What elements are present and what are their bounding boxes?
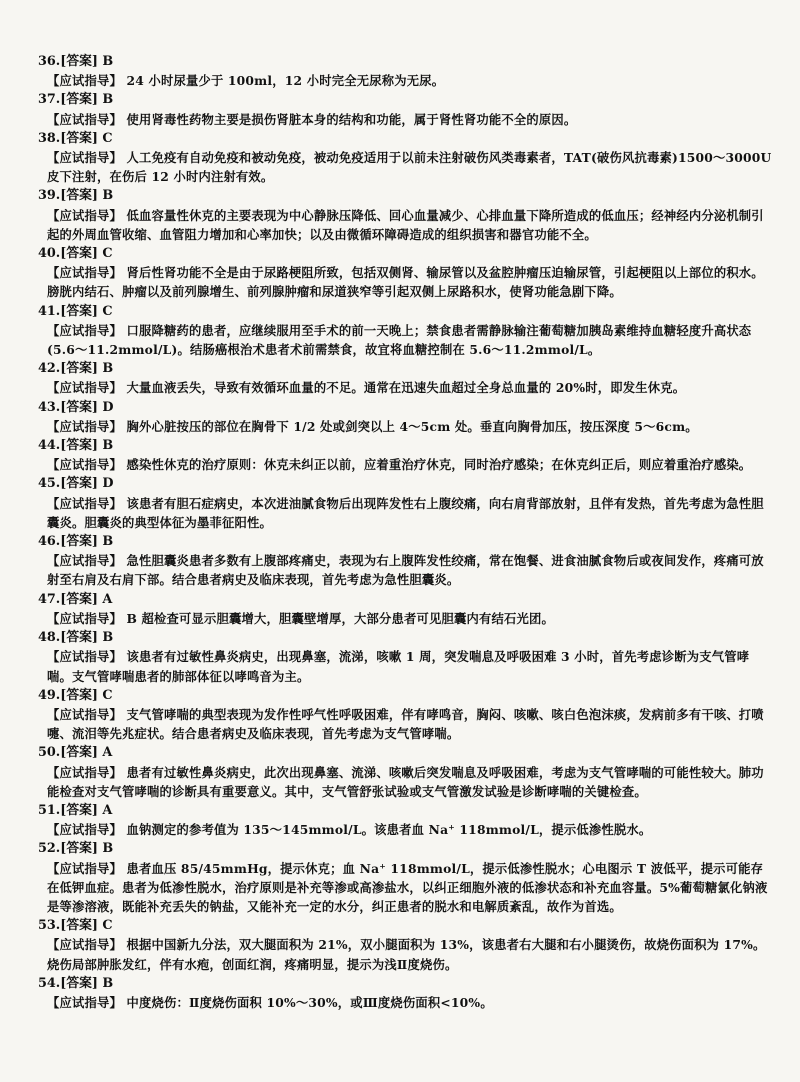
exam-guide-text: 【应试指导】 B 超检查可显示胆囊增大，胆囊壁增厚，大部分患者可见胆囊内有结石光团。 — [47, 610, 554, 626]
answer-choice: [答案] D — [60, 476, 114, 492]
answer-line — [38, 532, 774, 551]
answer-line — [38, 302, 774, 321]
exam-guide-text: 【应试指导】 大量血液丢失，导致有效循环血量的不足。通常在迅速失血超过全身总血量的 20%时，即发生休克。 — [47, 380, 686, 396]
answer-item — [38, 244, 774, 302]
exam-guide-text: 【应试指导】 患者血压 85/45mmHg，提示休克；血 Na⁺ 118mmol/L，提示低渗性脱水；心电图示 T 波低平，提示可能存在低钾血症。患者为低渗性脱水，治疗原则是补充等渗或高渗盐水，以纠正细胞外液的低渗状态和补充血容量。5%葡萄糖氯化钠液是等渗溶液，既能补充丢失的钠盐，又能补充一定的水分，纠正患者的脱水和电解质紊乱，故作为首选。 — [47, 860, 768, 914]
exam-guide-text: 【应试指导】 口服降糖药的患者，应继续服用至手术的前一天晚上；禁食患者需静脉输注葡萄糖加胰岛素维持血糖轻度升高状态(5.6～11.2mmol/L)。结肠癌根治术患者术前需禁食，故宜将血糖控制在 5.6～11.2mmol/L。 — [47, 322, 752, 358]
answer-choice: [答案] B — [60, 841, 114, 857]
answer-line — [38, 743, 774, 762]
exam-guide-text: 【应试指导】 肾后性肾功能不全是由于尿路梗阻所致，包括双侧肾、输尿管以及盆腔肿瘤压迫输尿管，引起梗阻以上部位的积水。膀胱内结石、肿瘤以及前列腺增生、前列腺肿瘤和尿道狭窄等引起双侧上尿路积水，使肾功能急剧下降。 — [47, 265, 764, 300]
exam-guide-text: 【应试指导】 24 小时尿量少于 100ml，12 小时完全无尿称为无尿。 — [47, 73, 445, 89]
exam-guide-text: 【应试指导】 低血容量性休克的主要表现为中心静脉压降低、回心血量减少、心排血量下降所造成的低血压；经神经内分泌机制引起的外周血管收缩、血管阻力增加和心率加快；以及由微循环障碍造成的组织损害和器官功能不全。 — [47, 207, 764, 242]
answer-item — [38, 436, 774, 474]
answer-line — [38, 801, 774, 820]
question-number: 47. — [38, 591, 61, 607]
exam-guide-text: 【应试指导】 该患者有过敏性鼻炎病史，出现鼻塞，流涕，咳嗽 1 周，突发喘息及呼吸困难 3 小时，首先考虑诊断为支气管哮喘。支气管哮喘患者的肺部体征以哮鸣音为主。 — [47, 649, 750, 684]
answer-choice: [答案] C — [60, 130, 113, 146]
answer-item — [38, 398, 774, 436]
answer-list — [38, 52, 774, 1012]
question-number: 54. — [38, 975, 61, 991]
exam-guide-text: 【应试指导】 胸外心脏按压的部位在胸骨下 1/2 处或剑突以上 4～5cm 处。垂直向胸骨加压，按压深度 5～6cm。 — [47, 418, 698, 434]
answer-choice: [答案] B — [60, 975, 114, 991]
exam-guide-text: 【应试指导】 血钠测定的参考值为 135～145mmol/L。该患者血 Na⁺ 118mmol/L，提示低渗性脱水。 — [47, 822, 652, 838]
exam-guide-text: 【应试指导】 使用肾毒性药物主要是损伤肾脏本身的结构和功能，属于肾性肾功能不全的原因。 — [47, 111, 577, 127]
answer-choice: [答案] C — [60, 303, 113, 319]
answer-choice: [答案] B — [60, 361, 114, 377]
answer-item — [38, 839, 774, 916]
question-number: 38. — [38, 130, 61, 146]
question-number: 52. — [38, 841, 61, 857]
answer-item — [38, 532, 774, 590]
exam-guide-text: 【应试指导】 该患者有胆石症病史，本次进油腻食物后出现阵发性右上腹绞痛，向右肩背部放射，且伴有发热，首先考虑为急性胆囊炎。胆囊炎的典型体征为墨菲征阳性。 — [47, 495, 764, 530]
answer-item — [38, 590, 774, 628]
answer-line — [38, 244, 774, 263]
answer-line — [38, 686, 774, 705]
answer-line — [38, 90, 774, 109]
question-number: 36. — [38, 54, 61, 69]
answer-line — [38, 398, 774, 417]
question-number: 44. — [38, 438, 61, 454]
answer-choice: [答案] B — [60, 54, 114, 69]
answer-choice: [答案] B — [60, 92, 114, 108]
exam-guide-text: 【应试指导】 急性胆囊炎患者多数有上腹部疼痛史，表现为右上腹阵发性绞痛，常在饱餐、进食油腻食物后或夜间发作，疼痛可放射至右肩及右肩下部。结合患者病史及临床表现，首先考虑为急性胆囊炎。 — [47, 553, 764, 588]
answer-line — [38, 186, 774, 205]
answer-line — [38, 590, 774, 609]
answer-item — [38, 916, 774, 974]
exam-guide-text: 【应试指导】 中度烧伤：Ⅱ度烧伤面积 10%～30%，或Ⅲ度烧伤面积<10%。 — [47, 994, 493, 1010]
answer-choice: [答案] A — [60, 745, 113, 761]
answer-item — [38, 52, 774, 90]
answer-item — [38, 90, 774, 128]
answer-item — [38, 628, 774, 686]
exam-guide-text: 【应试指导】 根据中国新九分法，双大腿面积为 21%，双小腿面积为 13%，该患者右大腿和右小腿烫伤，故烧伤面积为 17%。烧伤局部肿胀发红，伴有水疱，创面红润，疼痛明显，提示为浅Ⅱ度烧伤。 — [47, 937, 766, 972]
answer-item — [38, 801, 774, 839]
question-number: 50. — [38, 745, 61, 761]
answer-line — [38, 436, 774, 455]
question-number: 46. — [38, 534, 61, 550]
answer-choice: [答案] B — [60, 630, 114, 646]
question-number: 51. — [38, 802, 61, 818]
question-number: 37. — [38, 92, 61, 108]
question-number: 45. — [38, 476, 61, 492]
answer-line — [38, 359, 774, 378]
answer-choice: [答案] D — [60, 399, 114, 415]
answer-choice: [答案] A — [60, 591, 113, 607]
answer-choice: [答案] C — [60, 246, 113, 262]
question-number: 42. — [38, 361, 61, 377]
answer-item — [38, 743, 774, 801]
answer-line — [38, 974, 774, 993]
answer-line — [38, 129, 774, 148]
answer-item — [38, 474, 774, 532]
exam-guide-text: 【应试指导】 支气管哮喘的典型表现为发作性呼气性呼吸困难，伴有哮鸣音，胸闷、咳嗽、咳白色泡沫痰，发病前多有干咳、打喷嚏、流泪等先兆症状。结合患者病史及临床表现，首先考虑为支气管哮喘。 — [47, 706, 764, 742]
question-number: 40. — [38, 246, 61, 262]
answer-choice: [答案] B — [60, 534, 114, 550]
answer-item — [38, 129, 774, 187]
question-number: 41. — [38, 303, 61, 319]
answer-item — [38, 359, 774, 397]
answer-line — [38, 474, 774, 493]
answer-line — [38, 839, 774, 858]
answer-line — [38, 52, 774, 71]
answer-choice: [答案] C — [60, 687, 113, 703]
exam-guide-text: 【应试指导】 感染性休克的治疗原则：休克未纠正以前，应着重治疗休克，同时治疗感染；在休克纠正后，则应着重治疗感染。 — [47, 457, 752, 473]
answer-choice: [答案] B — [60, 188, 114, 204]
question-number: 49. — [38, 687, 61, 703]
answer-choice: [答案] B — [60, 438, 114, 454]
question-number: 53. — [38, 918, 61, 934]
answer-choice: [答案] A — [60, 802, 113, 818]
answer-item — [38, 302, 774, 360]
question-number: 39. — [38, 188, 61, 204]
answer-item — [38, 186, 774, 244]
question-number: 43. — [38, 399, 61, 415]
answer-choice: [答案] C — [60, 918, 113, 934]
answer-item — [38, 686, 774, 744]
question-number: 48. — [38, 630, 61, 646]
exam-guide-text: 【应试指导】 人工免疫有自动免疫和被动免疫，被动免疫适用于以前未注射破伤风类毒素者，TAT(破伤风抗毒素)1500～3000U 皮下注射，在伤后 12 小时内注射有效。 — [47, 150, 772, 185]
exam-guide-text: 【应试指导】 患者有过敏性鼻炎病史，此次出现鼻塞、流涕、咳嗽后突发喘息及呼吸困难，考虑为支气管哮喘的可能性较大。肺功能检查对支气管哮喘的诊断具有重要意义。其中，支气管舒张试验或支气管激发试验是诊断哮喘的关键检查。 — [47, 764, 764, 799]
answer-line — [38, 628, 774, 647]
answer-line — [38, 916, 774, 935]
answer-item — [38, 974, 774, 1012]
